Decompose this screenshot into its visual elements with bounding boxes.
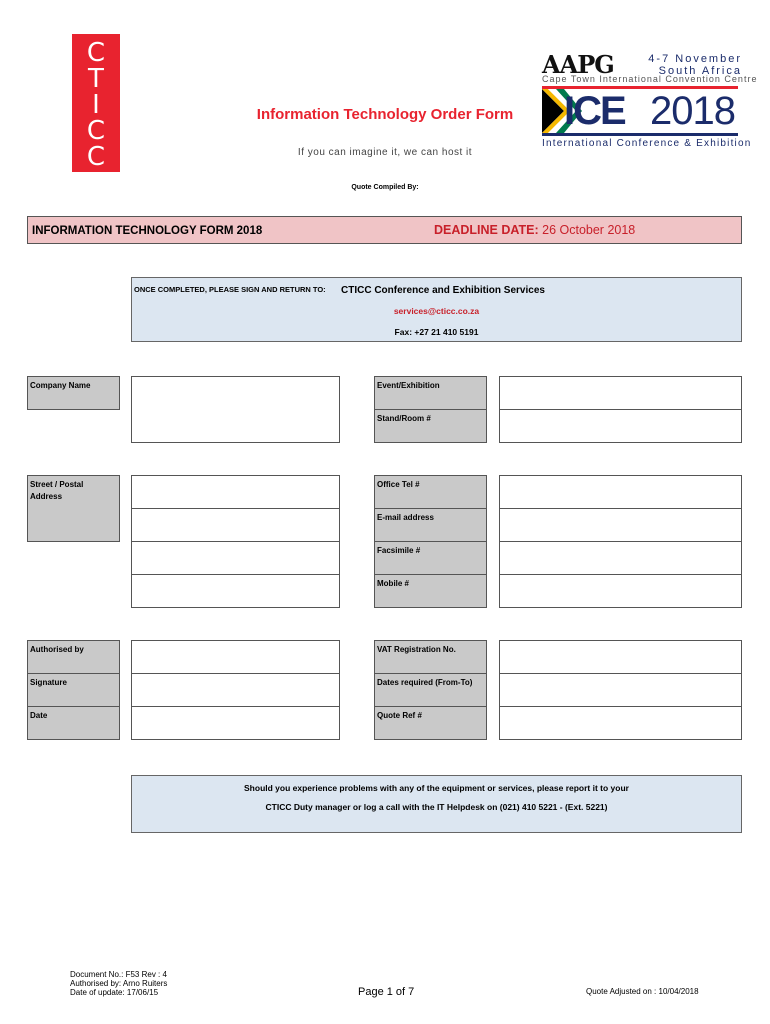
company-name-input[interactable] — [131, 376, 340, 443]
authorised-by-input[interactable] — [131, 640, 340, 674]
logo-letter: I — [92, 90, 100, 120]
cticc-logo — [72, 34, 120, 172]
vat-registration-label: VAT Registration No. — [374, 640, 487, 674]
document-title: Information Technology Order Form — [256, 106, 514, 123]
return-instruction: ONCE COMPLETED, PLEASE SIGN AND RETURN TO: — [134, 285, 326, 294]
quote-adjusted: Quote Adjusted on : 10/04/2018 — [586, 987, 699, 996]
help-info-box — [131, 775, 742, 833]
help-text-line1: Should you experience problems with any of the equipment or services, please report it to your — [244, 783, 629, 793]
event-venue: Cape Town International Convention Centre — [542, 74, 758, 84]
mobile-label: Mobile # — [374, 574, 487, 608]
page-number: Page 1 of 7 — [358, 986, 415, 998]
form-name: INFORMATION TECHNOLOGY FORM 2018 — [32, 225, 263, 237]
deadline — [434, 223, 635, 237]
return-organisation: CTICC Conference and Exhibition Services — [341, 285, 545, 296]
date-input[interactable] — [131, 706, 340, 740]
event-exhibition-label: Event/Exhibition — [374, 376, 487, 410]
return-email[interactable]: services@cticc.co.za — [393, 306, 480, 316]
event-exhibition-input[interactable] — [499, 376, 742, 410]
aapg-logo-text: AAPG — [542, 50, 614, 79]
dates-required-input[interactable] — [499, 673, 742, 707]
return-fax: Fax: +27 21 410 5191 — [394, 327, 479, 337]
event-dates-line1: 4-7 November — [648, 53, 742, 65]
footer-authorised: Authorised by: Arno Ruiters — [70, 979, 168, 988]
office-tel-input[interactable] — [499, 475, 742, 509]
vat-registration-input[interactable] — [499, 640, 742, 674]
stand-room-input[interactable] — [499, 409, 742, 443]
logo-letter: C — [86, 38, 106, 68]
company-name-label: Company Name — [27, 376, 120, 410]
stand-room-label: Stand/Room # — [374, 409, 487, 443]
return-info-box — [131, 277, 742, 342]
footer-document-info — [70, 970, 167, 997]
email-address-input[interactable] — [499, 508, 742, 542]
logo-letter: T — [88, 64, 104, 94]
quote-compiled-label: Quote Compiled By: — [351, 184, 419, 191]
help-text-line2: CTICC Duty manager or log a call with the IT Helpdesk on (021) 410 5221 - (Ext. 5221) — [265, 802, 608, 812]
signature-label: Signature — [27, 673, 120, 707]
ice-logo-text: ICE — [564, 89, 625, 133]
mobile-input[interactable] — [499, 574, 742, 608]
event-subtitle: International Conference & Exhibition — [542, 138, 752, 149]
footer-doc-no: Document No.: F53 Rev : 4 — [70, 970, 167, 979]
date-label: Date — [27, 706, 120, 740]
event-logo — [542, 50, 758, 152]
logo-letter: C — [86, 116, 106, 146]
street-postal-input-3[interactable] — [131, 541, 340, 575]
authorised-by-label: Authorised by — [27, 640, 120, 674]
street-postal-label: Street / Postal Address — [27, 475, 120, 542]
deadline-value: 26 October 2018 — [542, 223, 636, 237]
facsimile-label: Facsimile # — [374, 541, 487, 575]
street-postal-input-4[interactable] — [131, 574, 340, 608]
email-address-label: E-mail address — [374, 508, 487, 542]
street-postal-input-1[interactable] — [131, 475, 340, 509]
form-banner — [27, 216, 742, 244]
signature-input[interactable] — [131, 673, 340, 707]
ice-logo-year: 2018 — [650, 89, 735, 133]
logo-letter: C — [86, 142, 106, 172]
quote-ref-input[interactable] — [499, 706, 742, 740]
event-dates-line2: South Africa — [658, 65, 742, 77]
facsimile-input[interactable] — [499, 541, 742, 575]
tagline: If you can imagine it, we can host it — [297, 147, 473, 158]
deadline-label: DEADLINE DATE: — [434, 223, 539, 237]
quote-ref-label: Quote Ref # — [374, 706, 487, 740]
footer-date-update: Date of update: 17/06/15 — [70, 988, 159, 997]
office-tel-label: Office Tel # — [374, 475, 487, 509]
dates-required-label: Dates required (From-To) — [374, 673, 487, 707]
street-postal-input-2[interactable] — [131, 508, 340, 542]
